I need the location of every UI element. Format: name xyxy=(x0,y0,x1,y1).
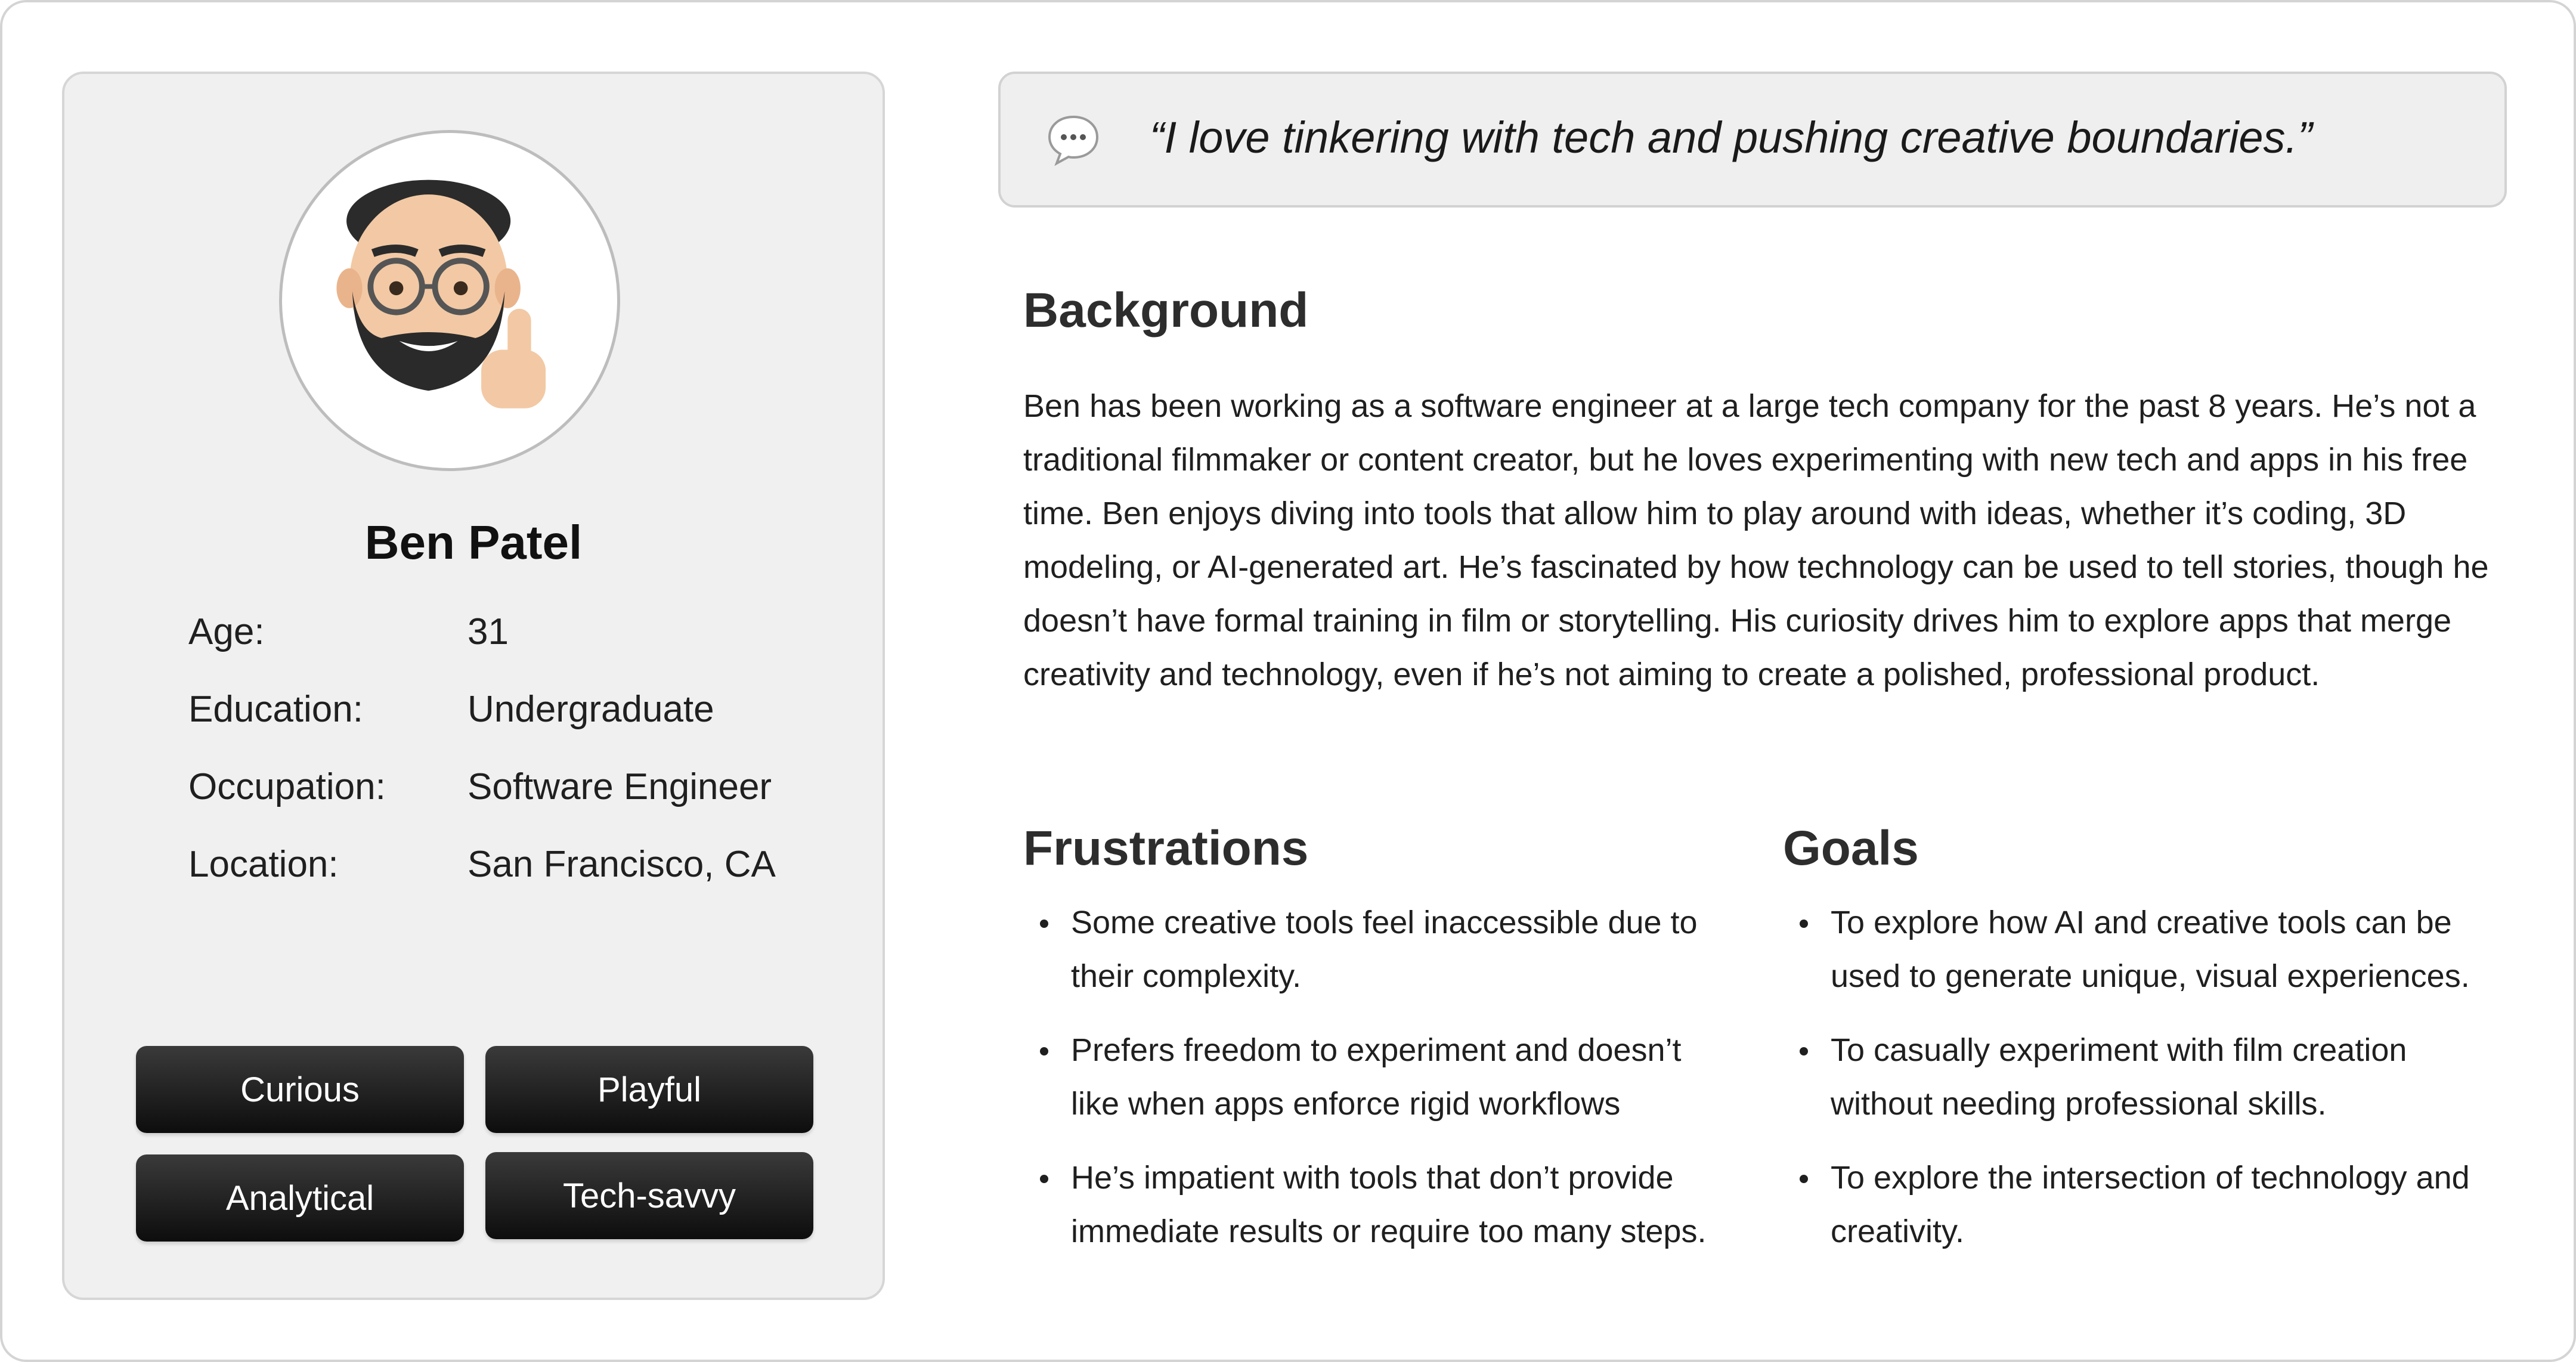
list-item: To casually experiment with film creation without needing professional skills. xyxy=(1783,1023,2498,1131)
info-label: Age: xyxy=(188,611,265,652)
info-value: Software Engineer xyxy=(467,766,772,807)
frustrations-heading: Frustrations xyxy=(1023,821,1309,875)
goals-heading: Goals xyxy=(1783,821,1919,875)
trait-button-analytical[interactable]: Analytical xyxy=(136,1154,464,1242)
info-value: Undergraduate xyxy=(467,689,714,730)
list-item: Some creative tools feel inaccessible due to their complexity. xyxy=(1023,896,1727,1003)
trait-button-tech-savvy[interactable]: Tech-savvy xyxy=(485,1152,813,1239)
list-item: He’s impatient with tools that don’t provide immediate results or require too many steps. xyxy=(1023,1151,1727,1258)
trait-button-curious[interactable]: Curious xyxy=(136,1046,464,1133)
quote-box xyxy=(998,72,2507,208)
persona-name: Ben Patel xyxy=(364,516,583,569)
profile-card xyxy=(62,72,885,1300)
frustrations-list xyxy=(1023,896,1727,1279)
info-label: Occupation: xyxy=(188,766,386,807)
avatar xyxy=(279,130,620,471)
list-item: To explore the intersection of technology and creativity. xyxy=(1783,1151,2498,1258)
background-heading: Background xyxy=(1023,283,1309,338)
info-value: San Francisco, CA xyxy=(467,844,776,885)
info-label: Location: xyxy=(188,844,339,885)
background-text: Ben has been working as a software engineer at a large tech company for the past 8 years. He’s not a traditional filmmaker or content creator, but he loves experimenting with new tech and apps in his free time. Ben enjoys diving into tools that allow him to play around with ideas, whether it’s coding, 3D modeling, or AI-generated art. He’s fascinated by how technology can be used to tell stories, though he doesn’t have formal training in film or storytelling. His curiosity drives him to explore apps that merge creativity and technology, even if he’s not aiming to create a polished, professional product. xyxy=(1023,388,2489,692)
info-value: 31 xyxy=(467,611,509,652)
speech-bubble-icon xyxy=(1045,111,1102,168)
list-item: To explore how AI and creative tools can be used to generate unique, visual experiences. xyxy=(1783,896,2498,1003)
trait-button-playful[interactable]: Playful xyxy=(485,1046,813,1133)
goals-list xyxy=(1783,896,2498,1279)
persona-quote: “I love tinkering with tech and pushing creative boundaries.” xyxy=(1150,113,2312,162)
info-label: Education: xyxy=(188,689,363,730)
list-item: Prefers freedom to experiment and doesn’t like when apps enforce rigid workflows xyxy=(1023,1023,1727,1131)
memoji-avatar-icon xyxy=(282,133,617,468)
